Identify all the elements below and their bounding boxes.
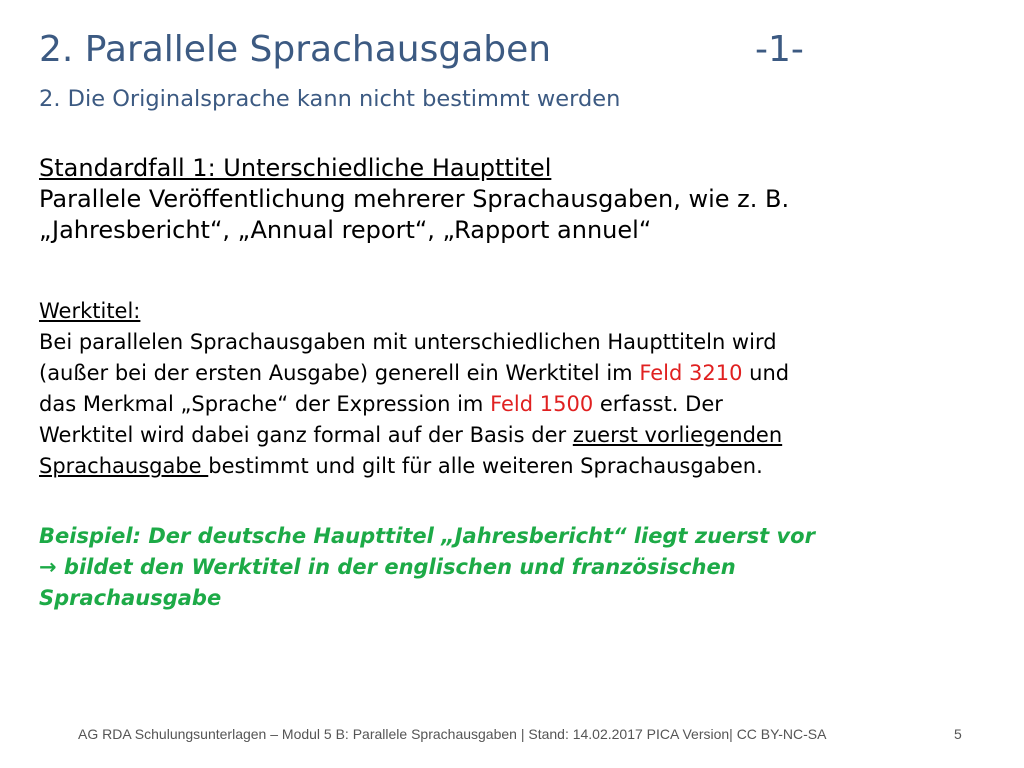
- slide-title-text: 2. Parallele Sprachausgaben: [39, 29, 552, 70]
- werktitel-line-2-text: (außer bei der ersten Ausgabe) generell ein Werktitel im: [39, 361, 640, 385]
- arrow-right-icon: →: [39, 555, 57, 579]
- standard-case-section: [39, 153, 999, 246]
- standard-case-heading: Standardfall 1: Unterschiedliche Haupttitel: [39, 154, 552, 182]
- standard-case-line-1: Parallele Veröffentlichung mehrerer Sprachausgaben, wie z. B.: [39, 185, 790, 213]
- example-line-2: [39, 552, 999, 583]
- footer-text: AG RDA Schulungsunterlagen – Modul 5 B: Parallele Sprachausgaben | Stand: 14.02.2017 PICA Version| CC BY-NC-SA: [78, 726, 827, 742]
- slide-subtitle: 2. Die Originalsprache kann nicht bestimmt werden: [39, 86, 621, 112]
- werktitel-line-3-end: erfasst. Der: [593, 392, 723, 416]
- example-section: [39, 521, 999, 614]
- werktitel-line-5-text: bestimmt und gilt für alle weiteren Sprachausgaben.: [208, 454, 763, 478]
- werktitel-line-3-text: das Merkmal „Sprache“ der Expression im: [39, 392, 491, 416]
- example-line-2-text: bildet den Werktitel in der englischen und französischen: [56, 555, 736, 579]
- werktitel-section: [39, 296, 999, 482]
- field-1500-label: Feld 1500: [490, 392, 594, 416]
- werktitel-line-2-end: und: [742, 361, 790, 385]
- example-line-3: Sprachausgabe: [39, 586, 222, 610]
- werktitel-line-1: Bei parallelen Sprachausgaben mit unterschiedlichen Haupttiteln wird: [39, 330, 777, 354]
- example-line-1: Beispiel: Der deutsche Haupttitel „Jahresbericht“ liegt zuerst vor: [39, 524, 815, 548]
- field-3210-label: Feld 3210: [639, 361, 743, 385]
- werktitel-line-4-text: Werktitel wird dabei ganz formal auf der Basis der: [39, 423, 573, 447]
- slide-title: [39, 28, 939, 72]
- werktitel-line-5-underlined: Sprachausgabe: [39, 454, 209, 478]
- werktitel-line-3: [39, 389, 999, 420]
- slide-title-number: -1-: [755, 29, 804, 70]
- standard-case-line-2: „Jahresbericht“, „Annual report“, „Rapport annuel“: [39, 216, 652, 244]
- werktitel-line-4: [39, 420, 999, 451]
- werktitel-line-5: [39, 451, 999, 482]
- werktitel-line-2: [39, 358, 999, 389]
- werktitel-line-4-underlined: zuerst vorliegenden: [572, 423, 783, 447]
- page-number: 5: [954, 726, 962, 742]
- werktitel-heading: Werktitel:: [39, 299, 141, 323]
